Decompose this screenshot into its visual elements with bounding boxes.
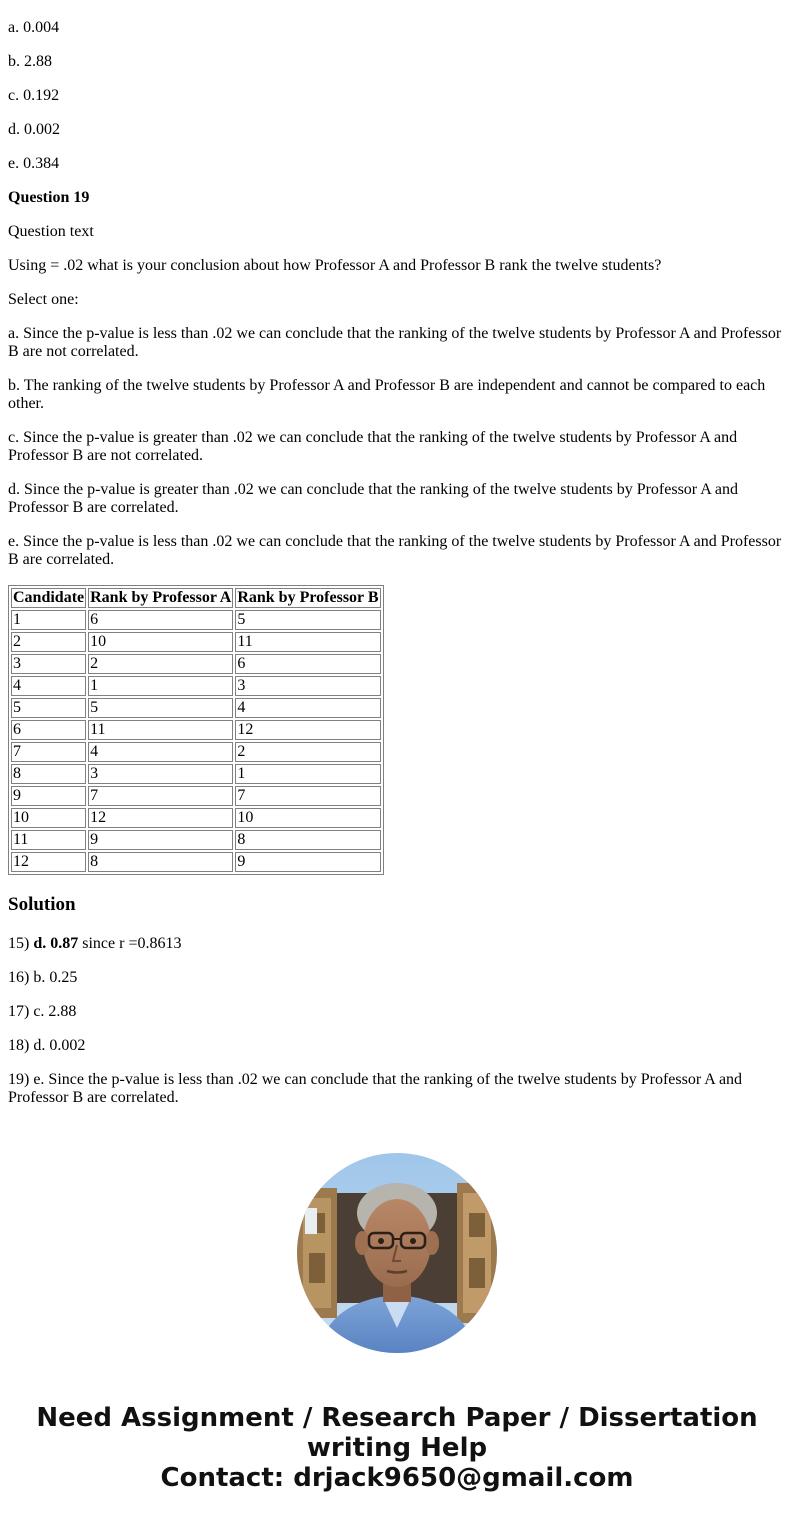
question-option-c: c. Since the p-value is greater than .02 we can conclude that the ranking of the twelve students by Professor A and Professor B are not correlated. [8, 429, 738, 464]
previous-option-d: d. 0.002 [8, 121, 60, 138]
cell-rank-b: 11 [235, 632, 380, 652]
author-portrait [297, 1153, 497, 1353]
cell-rank-a: 2 [88, 654, 233, 674]
cell-rank-a: 3 [88, 764, 233, 784]
solution-answer-17: 17) c. 2.88 [8, 1003, 77, 1020]
cell-rank-b: 12 [235, 720, 380, 740]
select-one-label: Select one: [8, 291, 79, 308]
answer-15-note: since r =0.8613 [78, 935, 182, 952]
table-row [11, 654, 381, 674]
table-row [11, 698, 381, 718]
cell-candidate: 8 [11, 764, 86, 784]
cell-candidate: 5 [11, 698, 86, 718]
table-row [11, 676, 381, 696]
table-row [11, 830, 381, 850]
author-photo [297, 1153, 497, 1353]
cell-rank-a: 4 [88, 742, 233, 762]
question-option-d: d. Since the p-value is greater than .02 we can conclude that the ranking of the twelve students by Professor A and Professor B are correlated. [8, 481, 739, 516]
cell-rank-b: 4 [235, 698, 380, 718]
cell-rank-b: 9 [235, 852, 380, 872]
cell-candidate: 12 [11, 852, 86, 872]
previous-option-c: c. 0.192 [8, 87, 60, 104]
cell-rank-b: 5 [235, 610, 380, 630]
question-title: Question 19 [8, 189, 90, 206]
question-option-b: b. The ranking of the twelve students by Professor A and Professor B are independent and cannot be compared to each other. [8, 377, 766, 412]
cell-rank-a: 10 [88, 632, 233, 652]
table-row [11, 742, 381, 762]
table-row [11, 786, 381, 806]
cell-candidate: 1 [11, 610, 86, 630]
question-option-a: a. Since the p-value is less than .02 we can conclude that the ranking of the twelve students by Professor A and Professor B are not correlated. [8, 325, 782, 360]
cell-rank-b: 8 [235, 830, 380, 850]
answer-15-prefix: 15) [8, 935, 34, 952]
table-header-row [11, 588, 381, 608]
cell-rank-b: 3 [235, 676, 380, 696]
cell-rank-a: 9 [88, 830, 233, 850]
cell-rank-a: 11 [88, 720, 233, 740]
cell-rank-a: 8 [88, 852, 233, 872]
table-row [11, 808, 381, 828]
cell-candidate: 10 [11, 808, 86, 828]
contact-banner [0, 1403, 794, 1493]
cell-candidate: 4 [11, 676, 86, 696]
table-row [11, 720, 381, 740]
cell-rank-a: 6 [88, 610, 233, 630]
previous-option-a: a. 0.004 [8, 19, 60, 36]
cell-candidate: 2 [11, 632, 86, 652]
cell-candidate: 3 [11, 654, 86, 674]
question-label: Question text [8, 223, 94, 240]
rank-table [8, 585, 384, 875]
cell-rank-a: 12 [88, 808, 233, 828]
solution-answer-18: 18) d. 0.002 [8, 1037, 86, 1054]
table-row [11, 632, 381, 652]
promo-line-2: writing Help [306, 1433, 488, 1463]
cell-rank-b: 1 [235, 764, 380, 784]
header-rank-professor-a: Rank by Professor A [90, 589, 232, 606]
solution-heading: Solution [8, 894, 76, 915]
cell-rank-a: 7 [88, 786, 233, 806]
header-rank-professor-b: Rank by Professor B [237, 589, 379, 606]
cell-rank-b: 2 [235, 742, 380, 762]
table-row [11, 852, 381, 872]
promo-contact-email: Contact: drjack9650@gmail.com [160, 1463, 634, 1493]
cell-rank-b: 6 [235, 654, 380, 674]
cell-rank-b: 7 [235, 786, 380, 806]
cell-candidate: 9 [11, 786, 86, 806]
cell-rank-a: 1 [88, 676, 233, 696]
cell-candidate: 11 [11, 830, 86, 850]
cell-rank-a: 5 [88, 698, 233, 718]
solution-answer-16: 16) b. 0.25 [8, 969, 78, 986]
header-candidate: Candidate [13, 589, 85, 606]
solution-answer-15 [8, 935, 786, 953]
table-row [11, 764, 381, 784]
question-prompt: Using = .02 what is your conclusion about how Professor A and Professor B rank the twelve students? [8, 257, 662, 274]
cell-rank-b: 10 [235, 808, 380, 828]
cell-candidate: 6 [11, 720, 86, 740]
table-row [11, 610, 381, 630]
answer-15-value: d. 0.87 [33, 935, 79, 952]
cell-candidate: 7 [11, 742, 86, 762]
question-option-e: e. Since the p-value is less than .02 we can conclude that the ranking of the twelve students by Professor A and Professor B are correlated. [8, 533, 782, 568]
previous-option-b: b. 2.88 [8, 53, 52, 70]
solution-answer-19: 19) e. Since the p-value is less than .02 we can conclude that the ranking of the twelve students by Professor A and Professor B are correlated. [8, 1071, 743, 1106]
previous-option-e: e. 0.384 [8, 155, 60, 172]
promo-line-1: Need Assignment / Research Paper / Dissertation [36, 1403, 758, 1433]
